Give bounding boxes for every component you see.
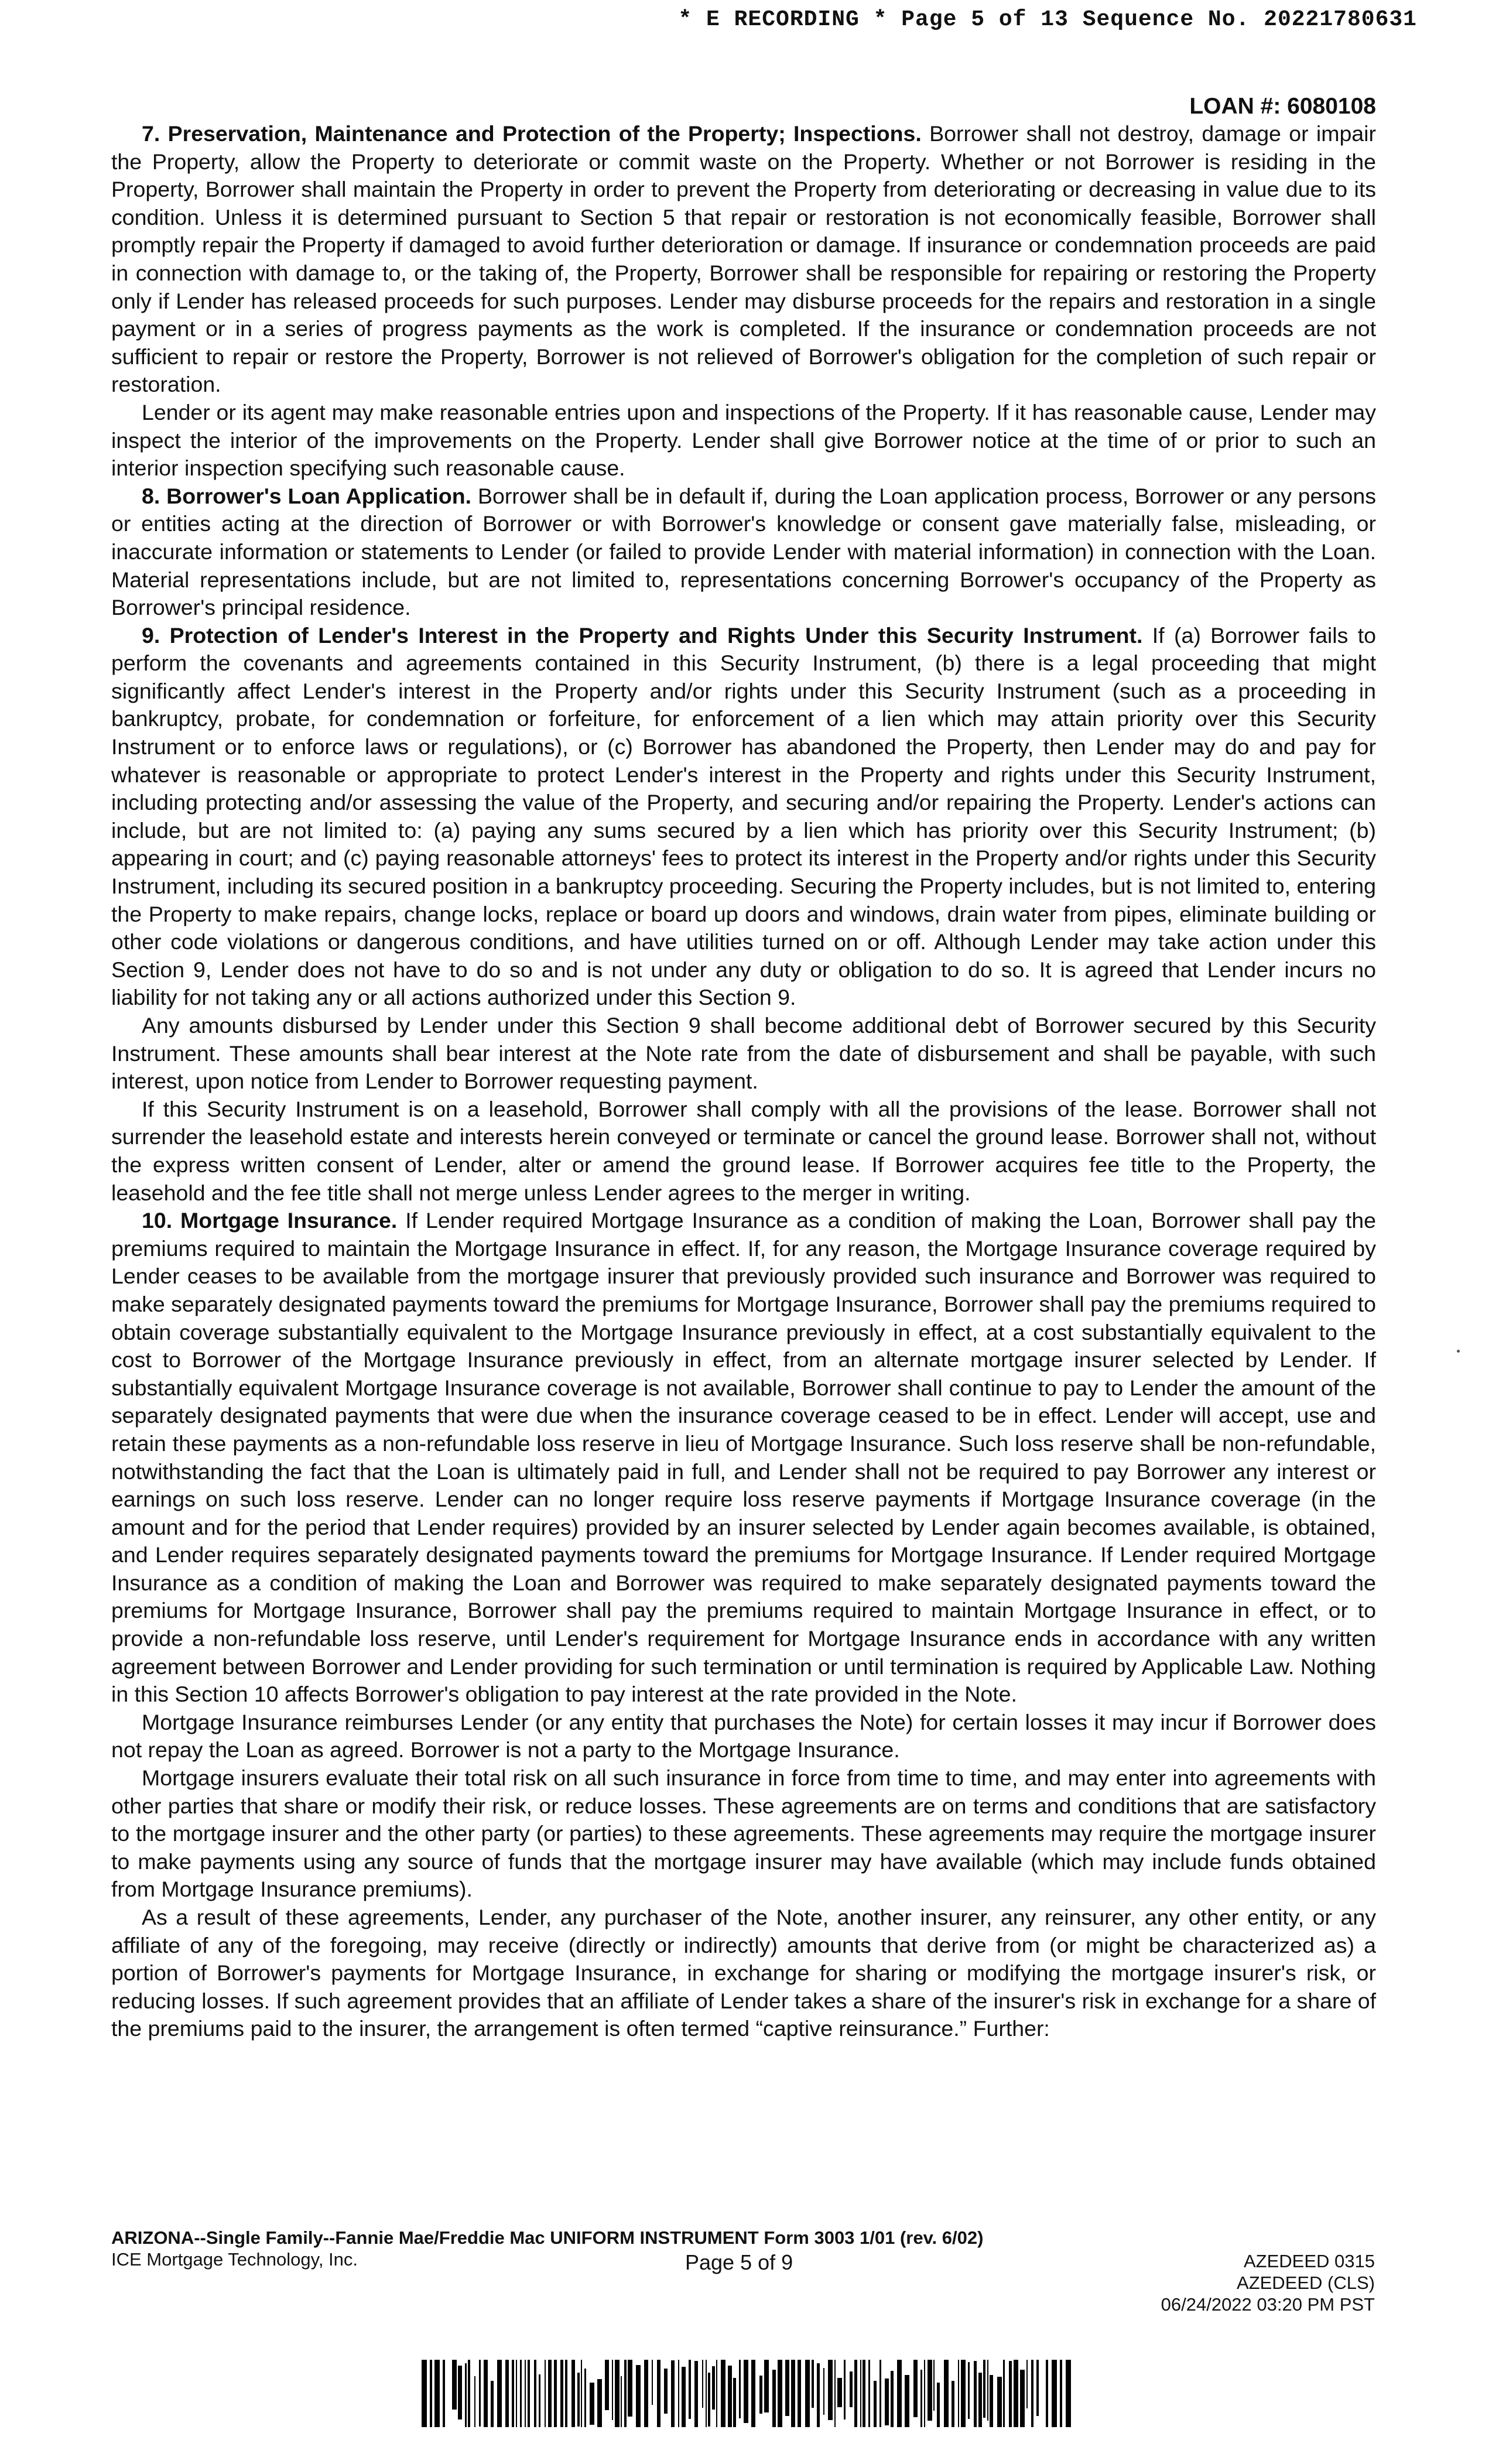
- section-heading: 9. Protection of Lender's Interest in the Property and Rights Under this Security Instrument.: [142, 622, 1143, 648]
- paragraph-text: As a result of these agreements, Lender, any purchaser of the Note, another insurer, any reinsurer, any other entity, or any affiliate of any of the foregoing, may receive (directly or indirectly) amounts that derive from (or might be characterized as) a portion of Borrower's payments for Mortgage Insurance, in exchange for sharing or modifying the mortgage insurer's risk, or reducing losses. If such agreement provides that an affiliate of Lender takes a share of the insurer's risk in exchange for a share of the premiums paid to the insurer, the arrangement is often termed “captive reinsurance.” Further:: [111, 1905, 1376, 2041]
- company-name: ICE Mortgage Technology, Inc.: [111, 2249, 358, 2270]
- section-heading: 10. Mortgage Insurance.: [142, 1208, 398, 1233]
- recording-header: * E RECORDING * Page 5 of 13 Sequence No. 20221780631: [678, 7, 1417, 32]
- section-text: Borrower shall not destroy, damage or impair the Property, allow the Property to deteriorate or commit waste on the Property. Whether or not Borrower is residing in the Property, Borrower shall maintain the Property in order to prevent the Property from deteriorating or decreasing in value due to its condition. Unless it is determined pursuant to Section 5 that repair or restoration is not economically feasible, Borrower shall promptly repair the Property if damaged to avoid further deterioration or damage. If insurance or condemnation proceeds are paid in connection with damage to, or the taking of, the Property, Borrower shall be responsible for repairing or restoring the Property only if Lender has released proceeds for such purposes. Lender may disburse proceeds for the repairs and restoration in a single payment or in a series of progress payments as the work is completed. If the insurance or condemnation proceeds are not sufficient to repair or restore the Property, Borrower is not relieved of Borrower's obligation for the completion of such repair or restoration.: [111, 121, 1376, 397]
- paragraph-text: Mortgage Insurance reimburses Lender (or any entity that purchases the Note) for certain losses it may incur if Borrower does not repay the Loan as agreed. Borrower is not a party to the Mortgage Insurance.: [111, 1709, 1376, 1763]
- section-7: [111, 120, 1376, 399]
- section-8: [111, 482, 1376, 622]
- footer-right: [1161, 2250, 1375, 2315]
- paragraph-text: If this Security Instrument is on a leasehold, Borrower shall comply with all the provisions of the lease. Borrower shall not surrender the leasehold estate and interests herein conveyed or terminate or cancel the ground lease. Borrower shall not, without the express written consent of Lender, alter or amend the ground lease. If Borrower acquires fee title to the Property, the leasehold and the fee title shall not merge unless Lender agrees to the merger in writing.: [111, 1096, 1376, 1205]
- paragraph-text: Any amounts disbursed by Lender under this Section 9 shall become additional debt of Borrower secured by this Security Instrument. These amounts shall bear interest at the Note rate from the date of disbursement and shall be payable, with such interest, upon notice from Lender to Borrower requesting payment.: [111, 1013, 1376, 1094]
- section-7-paragraph: [111, 399, 1376, 482]
- barcode-icon: [422, 2360, 1074, 2427]
- section-heading: 7. Preservation, Maintenance and Protection of the Property; Inspections.: [142, 121, 922, 146]
- section-10-paragraph: [111, 1904, 1376, 2043]
- paragraph-text: Lender or its agent may make reasonable entries upon and inspections of the Property. If it has reasonable cause, Lender may inspect the interior of the improvements on the Property. Lender shall give Borrower notice at the time of or prior to such an interior inspection specifying such reasonable cause.: [111, 399, 1376, 481]
- timestamp: 06/24/2022 03:20 PM PST: [1161, 2294, 1375, 2315]
- section-10-paragraph: [111, 1764, 1376, 1904]
- section-heading: 8. Borrower's Loan Application.: [142, 483, 472, 508]
- section-9: [111, 622, 1376, 1012]
- section-text: Borrower shall be in default if, during the Loan application process, Borrower or any persons or entities acting at the direction of Borrower or with Borrower's knowledge or consent gave materially false, misleading, or inaccurate information or statements to Lender (or failed to provide Lender with material information) in connection with the Loan. Material representations include, but are not limited to, representations concerning Borrower's occupancy of the Property as Borrower's principal residence.: [111, 483, 1376, 620]
- section-text: If Lender required Mortgage Insurance as a condition of making the Loan, Borrower shall pay the premiums required to maintain the Mortgage Insurance in effect. If, for any reason, the Mortgage Insurance coverage required by Lender ceases to be available from the mortgage insurer that previously provided such insurance and Borrower was required to make separately designated payments toward the premiums for Mortgage Insurance, Borrower shall pay the premiums required to obtain coverage substantially equivalent to the Mortgage Insurance previously in effect, at a cost substantially equivalent to the cost to Borrower of the Mortgage Insurance previously in effect, from an alternate mortgage insurer selected by Lender. If substantially equivalent Mortgage Insurance coverage is not available, Borrower shall continue to pay to Lender the amount of the separately designated payments that were due when the insurance coverage ceased to be in effect. Lender will accept, use and retain these payments as a non-refundable loss reserve in lieu of Mortgage Insurance. Such loss reserve shall be non-refundable, notwithstanding the fact that the Loan is ultimately paid in full, and Lender shall not be required to pay Borrower any interest or earnings on such loss reserve. Lender can no longer require loss reserve payments if Mortgage Insurance coverage (in the amount and for the period that Lender requires) provided by an insurer selected by Lender again becomes available, is obtained, and Lender requires separately designated payments toward the premiums for Mortgage Insurance. If Lender required Mortgage Insurance as a condition of making the Loan and Borrower was required to make separately designated payments toward the premiums for Mortgage Insurance, Borrower shall pay the premiums required to maintain Mortgage Insurance in effect, or to provide a non-refundable loss reserve, until Lender's requirement for Mortgage Insurance ends in accordance with any written agreement between Borrower and Lender providing for such termination or until termination is required by Applicable Law. Nothing in this Section 10 affects Borrower's obligation to pay interest at the rate provided in the Note.: [111, 1208, 1376, 1707]
- section-10-paragraph: [111, 1709, 1376, 1764]
- page-number: Page 5 of 9: [685, 2250, 793, 2274]
- section-10: [111, 1207, 1376, 1709]
- form-line: ARIZONA--Single Family--Fannie Mae/Freddie Mac UNIFORM INSTRUMENT Form 3003 1/01 (rev. 6/02): [111, 2227, 984, 2248]
- section-9-paragraph: [111, 1096, 1376, 1207]
- document-body: [111, 120, 1376, 2043]
- paragraph-text: Mortgage insurers evaluate their total risk on all such insurance in force from time to time, and may enter into agreements with other parties that share or modify their risk, or reduce losses. These agreements are on terms and conditions that are satisfactory to the mortgage insurer and the other party (or parties) to these agreements. These agreements may require the mortgage insurer to make payments using any source of funds that the mortgage insurer may have available (which may include funds obtained from Mortgage Insurance premiums).: [111, 1765, 1376, 1902]
- scan-speck: [1457, 1350, 1460, 1353]
- form-code-cls: AZEDEED (CLS): [1237, 2273, 1375, 2293]
- footer-left: [111, 2227, 983, 2270]
- loan-number: LOAN #: 6080108: [1189, 94, 1376, 119]
- section-9-paragraph: [111, 1012, 1376, 1096]
- section-text: If (a) Borrower fails to perform the covenants and agreements contained in this Security Instrument, (b) there is a legal proceeding that might significantly affect Lender's interest in the Property and/or rights under this Security Instrument (such as a proceeding in bankruptcy, probate, for condemnation or forfeiture, for enforcement of a lien which may attain priority over this Security Instrument or to enforce laws or regulations), or (c) Borrower has abandoned the Property, then Lender may do and pay for whatever is reasonable or appropriate to protect Lender's interest in the Property and rights under this Security Instrument, including protecting and/or assessing the value of the Property, and securing and/or repairing the Property. Lender's actions can include, but are not limited to: (a) paying any sums secured by a lien which has priority over this Security Instrument; (b) appearing in court; and (c) paying reasonable attorneys' fees to protect its interest in the Property and/or rights under this Security Instrument, including its secured position in a bankruptcy proceeding. Securing the Property includes, but is not limited to, entering the Property to make repairs, change locks, replace or board up doors and windows, drain water from pipes, eliminate building or other code violations or dangerous conditions, and have utilities turned on or off. Although Lender may take action under this Section 9, Lender does not have to do so and is not under any duty or obligation to do so. It is agreed that Lender incurs no liability for not taking any or all actions authorized under this Section 9.: [111, 622, 1376, 1010]
- form-code: AZEDEED 0315: [1244, 2251, 1375, 2271]
